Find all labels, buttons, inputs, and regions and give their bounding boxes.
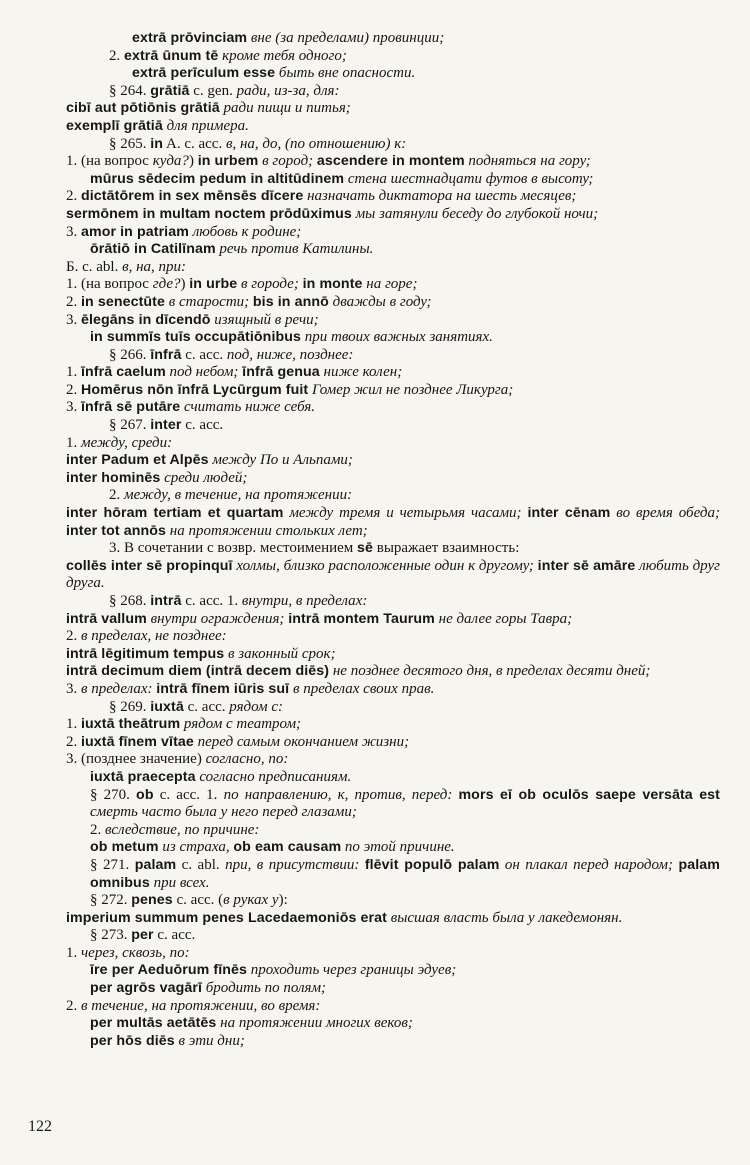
translation: в пределах своих прав. — [289, 680, 435, 697]
text-line — [66, 681, 720, 699]
page-number: 122 — [28, 1118, 52, 1135]
translation: не далее горы Тавра; — [434, 610, 573, 627]
latin-phrase: cibī aut pōtiōnis grātiā — [66, 100, 220, 117]
text-line — [66, 276, 720, 294]
translation: изящный в речи; — [210, 311, 319, 328]
text-segment: выражает взаимность: — [373, 540, 520, 557]
latin-phrase: sē — [357, 540, 374, 557]
translation: где? — [152, 276, 181, 293]
text-line — [66, 153, 720, 171]
text-segment: 3. (позднее значение) — [66, 751, 206, 768]
text-line — [66, 751, 720, 769]
text-line — [66, 769, 720, 787]
text-segment: 3. — [66, 680, 81, 697]
translation: из страха, — [158, 839, 234, 856]
text-segment: § 269. — [109, 698, 151, 715]
text-line — [66, 312, 720, 330]
text-segment: c. acc. ( — [172, 892, 224, 909]
latin-phrase: in summīs tuīs occupātiōnibus — [90, 329, 302, 346]
text-segment: 2. — [66, 628, 81, 645]
translation: в течение, на протяжении, во время: — [81, 997, 321, 1014]
latin-phrase: intrā vallum — [66, 610, 147, 627]
translation: внутри, в пределах: — [241, 593, 368, 609]
latin-phrase: inter hominēs — [66, 469, 161, 486]
text-line — [66, 716, 720, 734]
text-segment: 1. — [66, 434, 81, 451]
text-line — [66, 857, 720, 892]
text-line — [66, 399, 720, 417]
latin-phrase: per multās aetātēs — [90, 1015, 217, 1032]
latin-phrase: palam — [134, 856, 177, 873]
text-line — [66, 540, 720, 558]
translation: во время обеда; — [610, 505, 720, 522]
text-line — [66, 892, 720, 910]
translation: при всех. — [149, 874, 210, 891]
translation: в городе; — [237, 276, 303, 293]
translation: в пределах: — [81, 680, 157, 697]
text-line — [66, 364, 720, 382]
translation: вне (за пределами) провинции; — [247, 30, 445, 46]
latin-phrase: inter cēnam — [527, 505, 611, 522]
translation: между, в течение, на протяжении: — [124, 487, 353, 504]
text-line — [66, 417, 720, 435]
text-segment: c. acc. 1. — [181, 593, 242, 609]
text-line — [66, 945, 720, 963]
text-line — [66, 435, 720, 453]
text-segment: 1. (на вопрос — [66, 276, 153, 293]
latin-phrase: collēs inter sē propinquī — [66, 557, 233, 574]
translation: ради пищи и питья; — [219, 100, 351, 117]
text-segment: c. abl. — [176, 856, 226, 873]
translation: перед самым окончанием жизни; — [193, 733, 410, 750]
latin-phrase: intrā — [150, 593, 182, 609]
text-segment: c. acc. — [181, 346, 227, 363]
text-line — [66, 787, 720, 822]
text-line — [66, 382, 720, 400]
text-line — [66, 83, 720, 101]
translation: кроме тебя одного; — [218, 47, 347, 64]
text-segment: § 268. — [109, 593, 151, 609]
translation: куда? — [152, 153, 189, 170]
text-segment: 3. — [66, 399, 81, 416]
latin-phrase: inter hōram tertiam et quartam — [66, 505, 284, 522]
translation: внутри ограждения; — [146, 610, 289, 627]
text-line — [66, 100, 720, 118]
translation: через, сквозь, по: — [81, 944, 190, 961]
translation: при, в присутствии: — [225, 856, 365, 873]
translation: любить друг друга. — [66, 557, 720, 592]
text-line — [66, 470, 720, 488]
text-segment: ): — [278, 892, 288, 909]
text-line — [66, 962, 720, 980]
latin-phrase: in urbe — [189, 276, 238, 293]
translation: в старости; — [164, 293, 253, 310]
text-segment: 2. — [66, 733, 81, 750]
text-segment: § 265. — [109, 135, 151, 152]
latin-phrase: inter sē amāre — [537, 557, 636, 574]
latin-phrase: īnfrā caelum — [81, 364, 166, 381]
translation: в законный срок; — [224, 645, 336, 662]
latin-phrase: ob metum — [90, 839, 159, 856]
text-segment: A. c. acc. — [163, 135, 226, 152]
translation: стена шестнадцати футов в высоту; — [344, 170, 594, 187]
text-line — [66, 839, 720, 857]
text-line — [66, 347, 720, 365]
latin-phrase: īre per Aeduōrum fīnēs — [90, 962, 247, 979]
text-segment: 2. — [66, 997, 81, 1014]
latin-phrase: iuxtā fīnem vītae — [81, 733, 194, 750]
latin-phrase: ascendere in montem — [316, 153, 465, 170]
latin-phrase: amor in patriam — [81, 223, 189, 240]
text-line — [66, 699, 720, 717]
latin-phrase: palam omnibus — [90, 856, 720, 891]
translation: в, на, до, (по отношению) к: — [225, 135, 407, 152]
translation: мы затянули беседу до глубокой ночи; — [351, 205, 599, 222]
text-segment: c. acc. — [153, 927, 196, 944]
translation: на протяжении многих веков; — [216, 1015, 413, 1032]
text-line — [66, 998, 720, 1016]
translation: вследствие, по причине: — [105, 821, 260, 838]
text-line — [66, 452, 720, 470]
text-line — [66, 628, 720, 646]
text-line — [66, 611, 720, 629]
translation: под небом; — [165, 364, 243, 381]
translation: рядом с: — [229, 698, 284, 715]
latin-phrase: ob — [136, 786, 154, 803]
translation: подняться на гору; — [464, 153, 591, 170]
latin-phrase: intrā fīnem iūris suī — [156, 680, 290, 697]
latin-phrase: imperium summum penes Lacedaemoniōs erat — [66, 909, 387, 926]
latin-phrase: bis in annō — [252, 293, 329, 310]
text-segment: 3. В сочетании с возвр. местоимением — [109, 540, 358, 557]
text-segment: ) — [188, 153, 198, 170]
translation: считать ниже себя. — [180, 399, 315, 416]
text-line — [66, 505, 720, 540]
text-line — [66, 1015, 720, 1033]
translation: ради, из-за, для: — [236, 82, 340, 99]
text-line — [66, 663, 720, 681]
latin-phrase: sermōnem in multam noctem prōdūximus — [66, 205, 352, 222]
text-line — [66, 487, 720, 505]
text-segment: c. acc. 1. — [153, 786, 224, 803]
latin-phrase: inter tot annōs — [66, 522, 167, 539]
text-segment: 1. — [66, 364, 81, 381]
translation: смерть часто была у него перед глазами; — [90, 804, 357, 821]
text-line — [66, 558, 720, 593]
latin-phrase: exemplī grātiā — [66, 117, 163, 134]
text-line — [66, 294, 720, 312]
translation: в, на, при: — [122, 258, 187, 275]
latin-phrase: iuxtā theātrum — [81, 716, 181, 733]
text-segment: c. acc. — [183, 698, 230, 715]
translation: в пределах, не позднее: — [81, 628, 227, 645]
latin-phrase: inter — [150, 417, 182, 434]
text-line — [66, 646, 720, 664]
latin-phrase: ob eam causam — [233, 839, 342, 856]
text-line — [66, 329, 720, 347]
latin-phrase: īnfrā genua — [242, 364, 320, 381]
text-segment: § 266. — [109, 346, 151, 363]
text-segment: 2. — [109, 487, 124, 504]
text-segment: Б. c. abl. — [66, 258, 123, 275]
text-line — [66, 980, 720, 998]
text-line — [66, 48, 720, 66]
text-line — [66, 118, 720, 136]
text-segment: 2. — [109, 47, 124, 64]
text-segment: § 272. — [90, 892, 132, 909]
translation: бродить по полям; — [202, 980, 327, 997]
latin-phrase: flēvit populō palam — [364, 856, 500, 873]
latin-phrase: grātiā — [150, 82, 190, 99]
text-segment: 2. — [66, 293, 81, 310]
translation: между По и Альпами; — [208, 452, 353, 469]
translation: по этой причине. — [341, 839, 455, 856]
translation: в руках у — [223, 892, 279, 909]
translation: рядом с театром; — [180, 716, 302, 733]
latin-phrase: extrā prōvinciam — [132, 30, 248, 46]
text-line — [66, 259, 720, 277]
translation: между, среди: — [81, 434, 173, 451]
text-line — [66, 65, 720, 83]
latin-phrase: īnfrā — [150, 346, 182, 363]
latin-phrase: per agrōs vagārī — [90, 980, 202, 997]
translation: высшая власть была у лакедемонян. — [386, 909, 623, 926]
translation: среди людей; — [160, 469, 248, 486]
latin-phrase: in urbem — [197, 153, 259, 170]
text-line — [66, 30, 720, 48]
latin-phrase: Homērus nōn īnfrā Lycūrgum fuit — [81, 381, 309, 398]
text-segment: c. gen. — [189, 82, 237, 99]
latin-phrase: mors eī ob oculōs saepe versāta est — [458, 786, 720, 803]
latin-phrase: iuxtā praecepta — [90, 768, 196, 785]
latin-phrase: ēlegāns in dīcendō — [81, 311, 211, 328]
text-segment: 2. — [66, 188, 81, 205]
translation: не позднее десятого дня, в пределах десяти дней; — [329, 663, 651, 680]
text-segment: 1. — [66, 944, 81, 961]
text-line — [66, 241, 720, 259]
latin-phrase: in senectūte — [81, 293, 165, 310]
text-line — [66, 910, 720, 928]
translation: быть вне опасности. — [275, 65, 416, 82]
page-text — [66, 30, 720, 1050]
translation: любовь к родине; — [188, 223, 302, 240]
translation: холмы, близко расположенные один к другому; — [232, 557, 538, 574]
text-segment: ) — [180, 276, 190, 293]
text-segment: 3. — [66, 311, 81, 328]
translation: в город; — [258, 153, 317, 170]
translation: он плакал перед народом; — [499, 856, 679, 873]
latin-phrase: mūrus sēdecim pedum in altitūdinem — [90, 170, 345, 187]
latin-phrase: penes — [131, 892, 173, 909]
text-segment: c. acc. — [181, 417, 224, 434]
text-line — [66, 734, 720, 752]
latin-phrase: iuxtā — [150, 698, 184, 715]
text-segment: § 271. — [90, 856, 135, 873]
translation: проходить через границы эдуев; — [246, 962, 457, 979]
translation: назначать диктатора на шесть месяцев; — [303, 188, 577, 205]
text-segment: 3. — [66, 223, 81, 240]
latin-phrase: īnfrā sē putāre — [81, 399, 181, 416]
text-line — [66, 136, 720, 154]
text-segment: § 270. — [90, 786, 137, 803]
translation: на протяжении стольких лет; — [166, 522, 368, 539]
text-line — [66, 224, 720, 242]
translation: согласно, по: — [205, 751, 289, 768]
text-segment: § 267. — [109, 417, 151, 434]
latin-phrase: in monte — [302, 276, 363, 293]
text-line — [66, 593, 720, 611]
text-segment: 2. — [66, 381, 81, 398]
text-line — [66, 822, 720, 840]
latin-phrase: intrā montem Taurum — [288, 610, 435, 627]
latin-phrase: extrā perīculum esse — [132, 65, 276, 82]
text-segment: § 273. — [90, 927, 132, 944]
latin-phrase: dictātōrem in sex mēnsēs dīcere — [81, 188, 304, 205]
translation: для примера. — [162, 117, 249, 134]
translation: по направлению, к, против, перед: — [223, 786, 459, 803]
translation: речь против Катилины. — [215, 241, 374, 258]
latin-phrase: intrā decimum diem (intrā decem diēs) — [66, 663, 330, 680]
translation: Гомер жил не позднее Ликурга; — [308, 381, 514, 398]
latin-phrase: intrā lēgitimum tempus — [66, 645, 225, 662]
text-line — [66, 1033, 720, 1051]
latin-phrase: ōrātiō in Catilīnam — [90, 241, 216, 258]
text-segment: 1. — [66, 716, 81, 733]
translation: при твоих важных занятиях. — [301, 329, 493, 346]
translation: согласно предписаниям. — [195, 768, 352, 785]
latin-phrase: per — [131, 927, 154, 944]
latin-phrase: extrā ūnum tē — [124, 47, 219, 64]
latin-phrase: in — [150, 135, 164, 152]
text-segment: 2. — [90, 821, 105, 838]
latin-phrase: inter Padum et Alpēs — [66, 452, 209, 469]
text-segment: 1. (на вопрос — [66, 153, 153, 170]
translation: под, ниже, позднее: — [226, 346, 354, 363]
latin-phrase: per hōs diēs — [90, 1032, 175, 1049]
text-line — [66, 927, 720, 945]
translation: на горе; — [362, 276, 418, 293]
text-line — [66, 206, 720, 224]
translation: в эти дни; — [174, 1032, 245, 1049]
translation: дважды в году; — [328, 293, 432, 310]
translation: между тремя и четырьмя часами; — [283, 505, 528, 522]
text-line — [66, 188, 720, 206]
text-line — [66, 171, 720, 189]
text-segment: § 264. — [109, 82, 151, 99]
translation: ниже колен; — [319, 364, 403, 381]
